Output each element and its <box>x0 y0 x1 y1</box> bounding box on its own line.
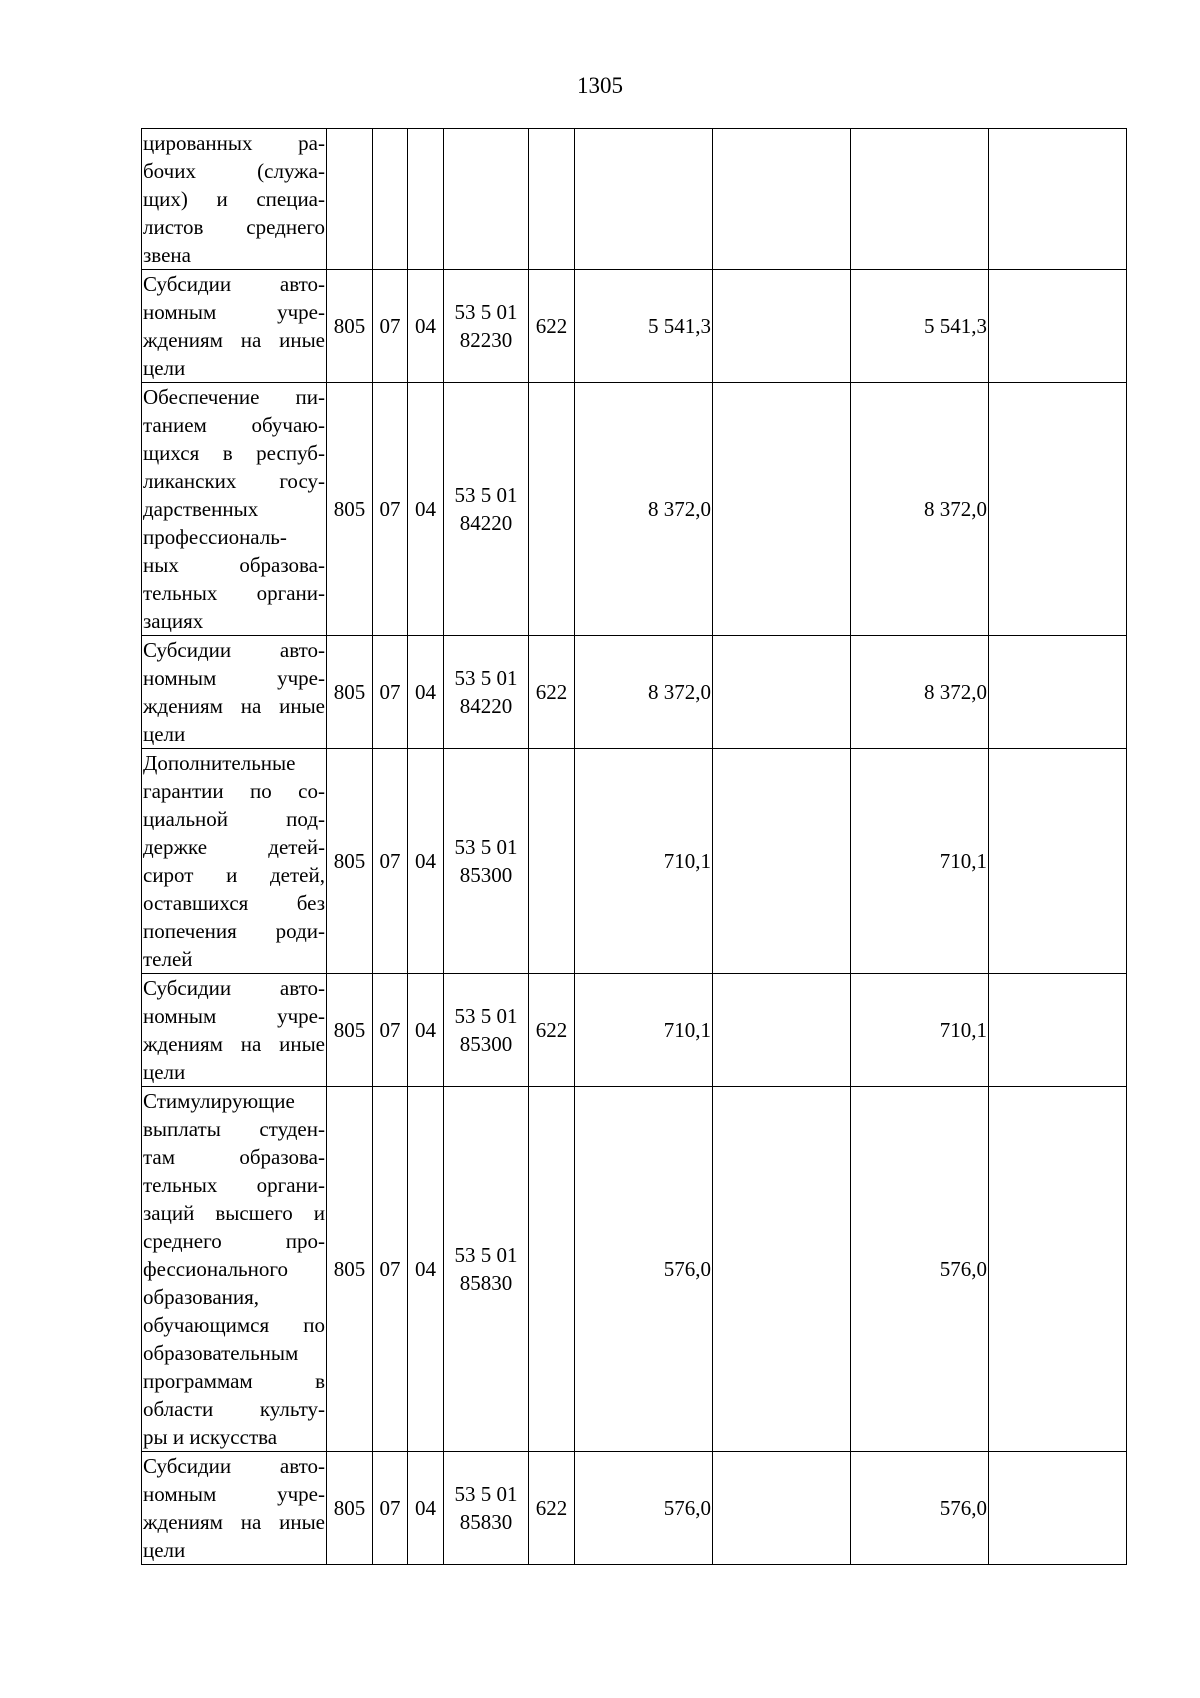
rz-value: 07 <box>379 1018 401 1042</box>
amount-cell <box>713 749 851 974</box>
expense-type-code <box>529 1087 575 1452</box>
row-name-line: тельных органи- <box>143 581 325 605</box>
row-name <box>142 383 327 636</box>
row-name-line: там образова- <box>143 1145 325 1169</box>
row-name <box>142 974 327 1087</box>
amount-cell <box>851 749 989 974</box>
row-name-line: Субсидии авто- <box>143 272 325 296</box>
amount-cell <box>989 129 1127 270</box>
sum-3-value: 8 372,0 <box>924 497 987 521</box>
row-name-line: попечения роди- <box>143 919 325 943</box>
csr-1-value: 53 5 01 <box>454 1482 518 1506</box>
target-article-code <box>444 749 529 974</box>
row-name-line: ждениям на иные <box>143 694 325 718</box>
pr-value: 04 <box>415 849 436 873</box>
grbs-code <box>327 383 373 636</box>
target-article-code <box>444 974 529 1087</box>
subsection-code <box>408 974 444 1087</box>
csr-1-value: 53 5 01 <box>454 666 518 690</box>
csr-2-value: 85830 <box>459 1271 513 1295</box>
csr-1-value: 53 5 01 <box>454 483 518 507</box>
amount-cell <box>851 636 989 749</box>
row-name-line: бочих (служа- <box>143 159 325 183</box>
row-name-line: Субсидии авто- <box>143 638 325 662</box>
row-name-line: держке детей- <box>143 835 325 859</box>
row-name-line: циальной под- <box>143 807 325 831</box>
rz-value: 07 <box>379 1496 401 1520</box>
row-name-line: Стимулирующие <box>143 1089 295 1113</box>
amount-cell <box>989 749 1127 974</box>
row-name-line: профессиональ- <box>143 525 287 549</box>
csr-1-value: 53 5 01 <box>454 835 518 859</box>
row-name-line: тельных органи- <box>143 1173 325 1197</box>
amount-cell <box>575 636 713 749</box>
amount-cell <box>575 1087 713 1452</box>
amount-cell <box>575 383 713 636</box>
rz-value: 07 <box>379 1257 401 1281</box>
sum-1-value: 576,0 <box>663 1257 711 1281</box>
target-article-code <box>444 636 529 749</box>
row-name-line: Дополнительные <box>143 751 296 775</box>
row-name-line: образовательным <box>143 1341 299 1365</box>
target-article-code <box>444 270 529 383</box>
grbs-code <box>327 270 373 383</box>
row-name-line: ждениям на иные <box>143 1032 325 1056</box>
vr-value: 622 <box>535 1496 568 1520</box>
section-code <box>373 749 408 974</box>
row-name-line: номным учре- <box>143 666 325 690</box>
row-name-line: цели <box>143 722 186 746</box>
rz-value: 07 <box>379 497 401 521</box>
row-name-line: Субсидии авто- <box>143 1454 325 1478</box>
grbs-code <box>327 636 373 749</box>
row-name <box>142 129 327 270</box>
expense-type-code <box>529 636 575 749</box>
sum-3-value: 710,1 <box>939 849 987 873</box>
row-name-line: щих) и специа- <box>143 187 325 211</box>
target-article-code <box>444 383 529 636</box>
row-name-line: номным учре- <box>143 1004 325 1028</box>
amount-cell <box>851 383 989 636</box>
amount-cell <box>575 270 713 383</box>
row-name-line: фессионального <box>143 1257 288 1281</box>
amount-cell <box>575 129 713 270</box>
section-code <box>373 383 408 636</box>
pr-value: 04 <box>415 497 436 521</box>
amount-cell <box>575 974 713 1087</box>
grbs-code <box>327 1452 373 1565</box>
table-row <box>142 383 1127 636</box>
table-row <box>142 636 1127 749</box>
section-code <box>373 270 408 383</box>
amount-cell <box>851 974 989 1087</box>
row-name-line: среднего про- <box>143 1229 325 1253</box>
target-article-code <box>444 1452 529 1565</box>
subsection-code <box>408 636 444 749</box>
section-code <box>373 1087 408 1452</box>
grbs-code <box>327 129 373 270</box>
table-body <box>142 129 1127 1565</box>
row-name-line: дарственных <box>143 497 259 521</box>
row-name-line: выплаты студен- <box>143 1117 325 1141</box>
subsection-code <box>408 1452 444 1565</box>
pr-value: 04 <box>415 680 436 704</box>
page-number: 1305 <box>577 73 623 98</box>
amount-cell <box>713 383 851 636</box>
row-name-line: области культу- <box>143 1397 325 1421</box>
row-name-line: цели <box>143 356 186 380</box>
rz-value: 07 <box>379 680 401 704</box>
subsection-code <box>408 129 444 270</box>
amount-cell <box>713 1452 851 1565</box>
subsection-code <box>408 270 444 383</box>
rz-value: 07 <box>379 849 401 873</box>
budget-table <box>141 128 1127 1565</box>
amount-cell <box>989 974 1127 1087</box>
csr-2-value: 84220 <box>459 511 513 535</box>
vr-value: 622 <box>535 680 568 704</box>
csr-1-value: 53 5 01 <box>454 1243 518 1267</box>
row-name-line: программам в <box>143 1369 325 1393</box>
table-row <box>142 1087 1127 1452</box>
sum-3-value: 576,0 <box>939 1496 987 1520</box>
row-name-line: ждениям на иные <box>143 1510 325 1534</box>
amount-cell <box>851 1452 989 1565</box>
sum-1-value: 5 541,3 <box>648 314 711 338</box>
amount-cell <box>851 1087 989 1452</box>
grbs-value: 805 <box>333 1257 366 1281</box>
row-name <box>142 636 327 749</box>
subsection-code <box>408 749 444 974</box>
grbs-value: 805 <box>333 314 366 338</box>
row-name-line: ждениям на иные <box>143 328 325 352</box>
csr-2-value: 84220 <box>459 694 513 718</box>
amount-cell <box>713 974 851 1087</box>
table-row <box>142 1452 1127 1565</box>
grbs-code <box>327 974 373 1087</box>
table-row <box>142 974 1127 1087</box>
grbs-value: 805 <box>333 1018 366 1042</box>
row-name <box>142 270 327 383</box>
expense-type-code <box>529 1452 575 1565</box>
grbs-value: 805 <box>333 497 366 521</box>
row-name-line: щихся в респуб- <box>143 441 325 465</box>
amount-cell <box>713 1087 851 1452</box>
section-code <box>373 129 408 270</box>
row-name-line: телей <box>143 947 193 971</box>
sum-1-value: 8 372,0 <box>648 497 711 521</box>
amount-cell <box>989 636 1127 749</box>
row-name <box>142 1452 327 1565</box>
table-row <box>142 749 1127 974</box>
expense-type-code <box>529 974 575 1087</box>
row-name-line: Обеспечение пи- <box>143 385 325 409</box>
section-code <box>373 974 408 1087</box>
sum-1-value: 710,1 <box>663 1018 711 1042</box>
sum-3-value: 8 372,0 <box>924 680 987 704</box>
row-name-line: заций высшего и <box>143 1201 325 1225</box>
row-name-line: цели <box>143 1060 186 1084</box>
csr-2-value: 82230 <box>459 328 513 352</box>
section-code <box>373 1452 408 1565</box>
row-name-line: номным учре- <box>143 1482 325 1506</box>
vr-value: 622 <box>535 1018 568 1042</box>
expense-type-code <box>529 749 575 974</box>
row-name-line: обучающимся по <box>143 1313 325 1337</box>
row-name-line: ры и искусства <box>143 1425 278 1449</box>
row-name-line: оставшихся без <box>143 891 325 915</box>
amount-cell <box>575 749 713 974</box>
row-name <box>142 749 327 974</box>
row-name-line: танием обучаю- <box>143 413 325 437</box>
subsection-code <box>408 383 444 636</box>
expense-type-code <box>529 383 575 636</box>
row-name-line: номным учре- <box>143 300 325 324</box>
amount-cell <box>989 1452 1127 1565</box>
amount-cell <box>851 270 989 383</box>
row-name <box>142 1087 327 1452</box>
pr-value: 04 <box>415 1257 436 1281</box>
amount-cell <box>989 1087 1127 1452</box>
row-name-line: сирот и детей, <box>143 863 325 887</box>
csr-2-value: 85830 <box>459 1510 513 1534</box>
row-name-line: листов среднего <box>143 215 325 239</box>
row-name-line: зациях <box>143 609 204 633</box>
csr-2-value: 85300 <box>459 863 513 887</box>
target-article-code <box>444 129 529 270</box>
table-row <box>142 129 1127 270</box>
csr-1-value: 53 5 01 <box>454 300 518 324</box>
expense-type-code <box>529 270 575 383</box>
table-row <box>142 270 1127 383</box>
grbs-code <box>327 749 373 974</box>
row-name-line: образования, <box>143 1285 260 1309</box>
target-article-code <box>444 1087 529 1452</box>
amount-cell <box>989 383 1127 636</box>
row-name-line: ликанских госу- <box>143 469 325 493</box>
row-name-line: гарантии по со- <box>143 779 325 803</box>
amount-cell <box>989 270 1127 383</box>
grbs-value: 805 <box>333 1496 366 1520</box>
sum-3-value: 710,1 <box>939 1018 987 1042</box>
grbs-value: 805 <box>333 849 366 873</box>
amount-cell <box>713 129 851 270</box>
rz-value: 07 <box>379 314 401 338</box>
expense-type-code <box>529 129 575 270</box>
pr-value: 04 <box>415 314 436 338</box>
amount-cell <box>575 1452 713 1565</box>
amount-cell <box>851 129 989 270</box>
subsection-code <box>408 1087 444 1452</box>
amount-cell <box>713 636 851 749</box>
sum-1-value: 8 372,0 <box>648 680 711 704</box>
row-name-line: Субсидии авто- <box>143 976 325 1000</box>
grbs-value: 805 <box>333 680 366 704</box>
csr-2-value: 85300 <box>459 1032 513 1056</box>
row-name-line: ных образова- <box>143 553 325 577</box>
csr-1-value: 53 5 01 <box>454 1004 518 1028</box>
row-name-line: цели <box>143 1538 186 1562</box>
sum-1-value: 710,1 <box>663 849 711 873</box>
section-code <box>373 636 408 749</box>
pr-value: 04 <box>415 1018 436 1042</box>
sum-1-value: 576,0 <box>663 1496 711 1520</box>
sum-3-value: 576,0 <box>939 1257 987 1281</box>
row-name-line: цированных ра- <box>143 131 325 155</box>
grbs-code <box>327 1087 373 1452</box>
row-name-line: звена <box>143 243 191 267</box>
sum-3-value: 5 541,3 <box>924 314 987 338</box>
amount-cell <box>713 270 851 383</box>
vr-value: 622 <box>535 314 568 338</box>
pr-value: 04 <box>415 1496 436 1520</box>
